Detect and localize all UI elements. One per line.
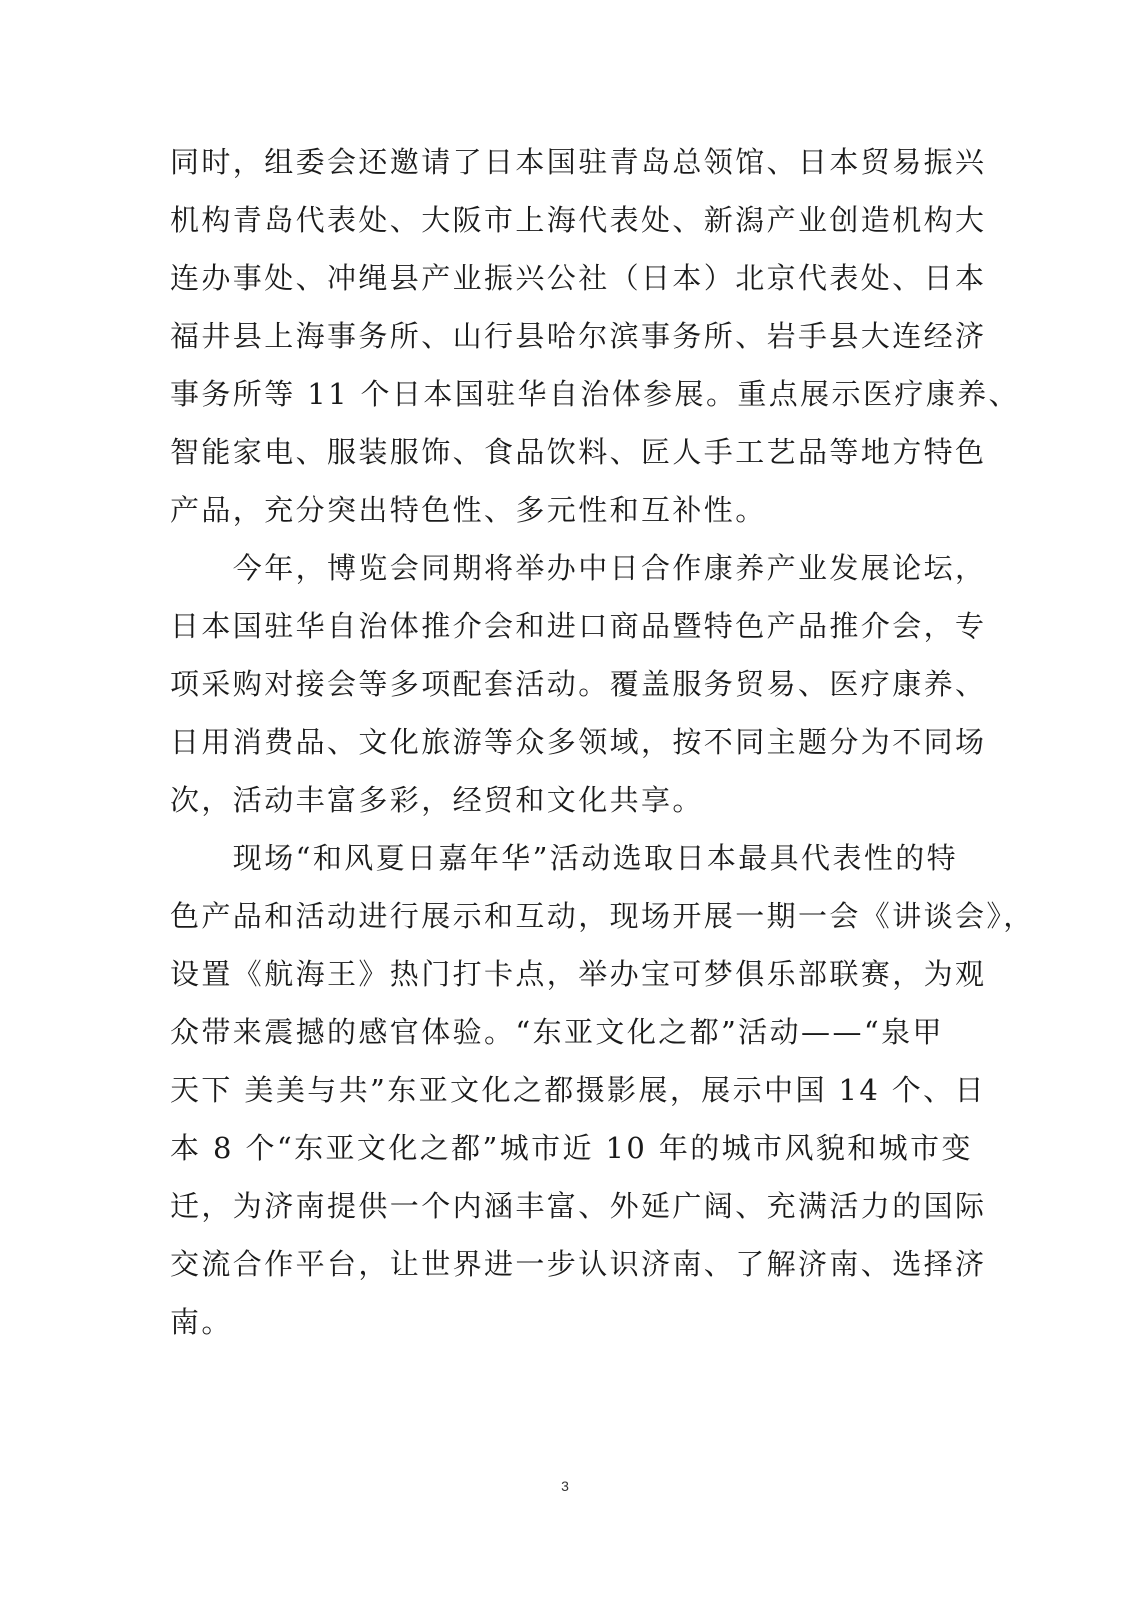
text-line: 智能家电、服装服饰、食品饮料、匠人手工艺品等地方特色	[170, 435, 987, 469]
text-line: 事务所等 11 个日本国驻华自治体参展。重点展示医疗康养、	[170, 377, 1020, 411]
text-line: 设置《航海王》热门打卡点，举办宝可梦俱乐部联赛，为观	[170, 957, 987, 991]
text-line: 众带来震撼的感官体验。“东亚文化之都”活动——“泉甲	[170, 1015, 944, 1049]
text-line: 日本国驻华自治体推介会和进口商品暨特色产品推介会，专	[170, 609, 987, 643]
text-line: 次，活动丰富多彩，经贸和文化共享。	[170, 783, 704, 817]
text-line: 项采购对接会等多项配套活动。覆盖服务贸易、医疗康养、	[170, 667, 987, 701]
text-line: 连办事处、冲绳县产业振兴公社（日本）北京代表处、日本	[170, 261, 987, 295]
text-line: 交流合作平台，让世界进一步认识济南、了解济南、选择济	[170, 1247, 987, 1281]
text-line: 今年，博览会同期将举办中日合作康养产业发展论坛，	[170, 551, 987, 585]
text-line: 南。	[170, 1305, 233, 1339]
text-line: 机构青岛代表处、大阪市上海代表处、新潟产业创造机构大	[170, 203, 987, 237]
text-line: 迁，为济南提供一个内涵丰富、外延广阔、充满活力的国际	[170, 1189, 987, 1223]
body-text	[170, 133, 1035, 1351]
text-line: 日用消费品、文化旅游等众多领域，按不同主题分为不同场	[170, 725, 987, 759]
text-line: 色产品和活动进行展示和互动，现场开展一期一会《讲谈会》，	[170, 899, 1035, 933]
text-line: 同时，组委会还邀请了日本国驻青岛总领馆、日本贸易振兴	[170, 145, 987, 179]
text-line: 本 8 个“东亚文化之都”城市近 10 年的城市风貌和城市变	[170, 1131, 973, 1165]
text-line: 天下 美美与共”东亚文化之都摄影展，展示中国 14 个、日	[170, 1073, 986, 1107]
text-line: 福井县上海事务所、山行县哈尔滨事务所、岩手县大连经济	[170, 319, 987, 353]
page-number: 3	[561, 1478, 569, 1494]
text-line: 现场“和风夏日嘉年华”活动选取日本最具代表性的特	[170, 841, 959, 875]
text-line: 产品，充分突出特色性、多元性和互补性。	[170, 493, 767, 527]
